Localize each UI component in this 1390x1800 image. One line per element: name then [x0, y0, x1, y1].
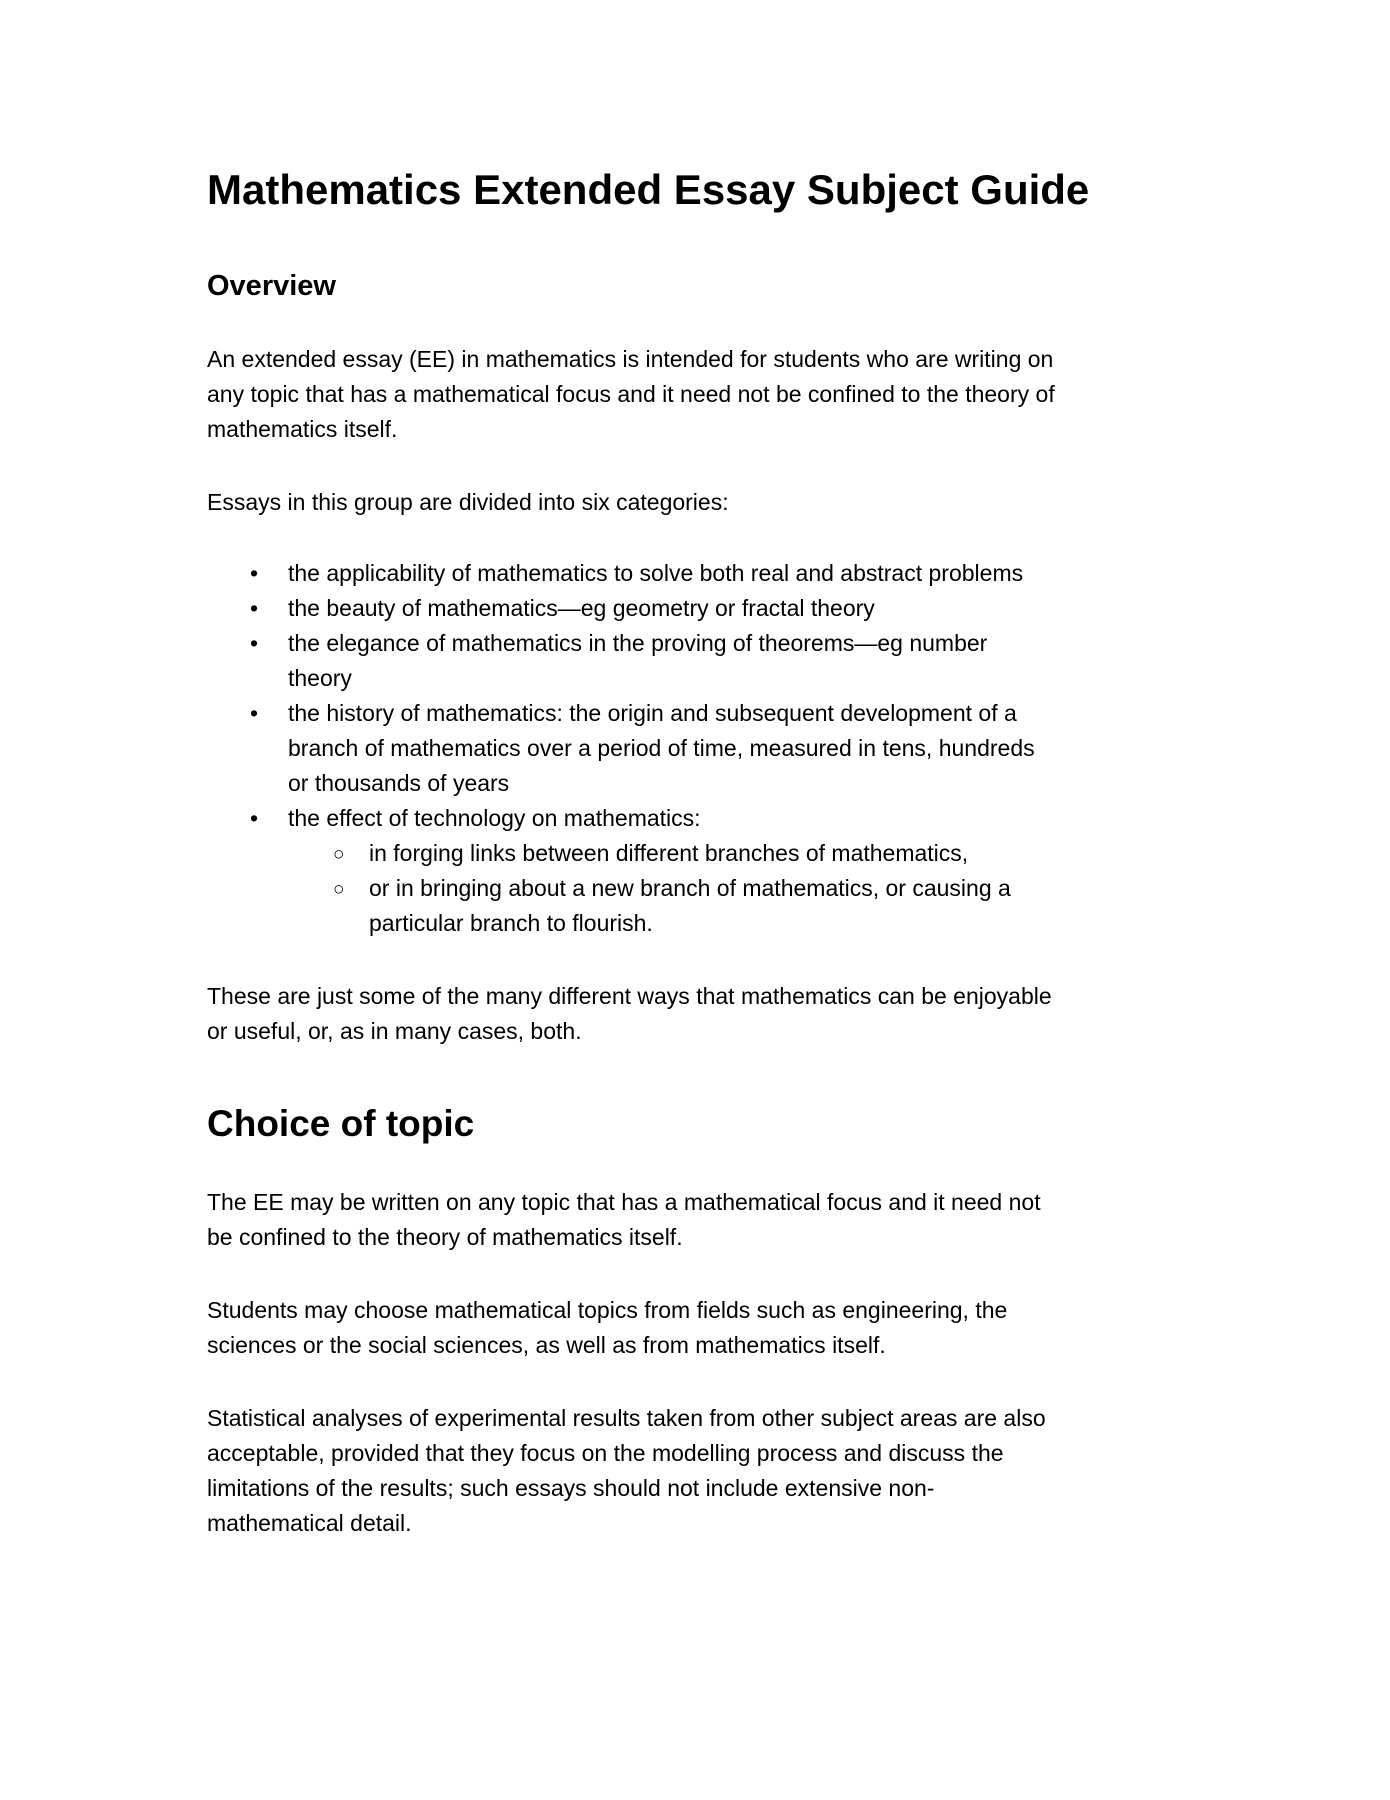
list-item	[207, 801, 1056, 941]
overview-paragraph-2: Essays in this group are divided into six categories:	[207, 489, 729, 515]
list-item	[207, 696, 1056, 801]
choice-paragraph-3: Statistical analyses of experimental results taken from other subject areas are also acceptable, provided that they focus on the modelling process and discuss the limitations of the results; such essays should not include extensive non-mathematical detail.	[207, 1405, 1046, 1536]
list-item	[207, 556, 1056, 591]
section-heading-overview: Overview	[207, 270, 336, 302]
list-item-text: the history of mathematics: the origin and subsequent development of a branch of mathematics over a period of time, measured in tens, hundreds or thousands of years	[288, 700, 1035, 796]
circle-bullet-icon: ○	[333, 844, 345, 865]
circle-bullet-icon: ○	[333, 879, 345, 900]
bullet-icon: •	[250, 805, 259, 831]
sub-category-list	[288, 836, 1056, 941]
overview-paragraph-3: These are just some of the many different ways that mathematics can be enjoyable or useful, or, as in many cases, both.	[207, 983, 1052, 1044]
overview-paragraph-1: An extended essay (EE) in mathematics is intended for students who are writing on any topic that has a mathematical focus and it need not be confined to the theory of mathematics itself.	[207, 346, 1055, 442]
page-title: Mathematics Extended Essay Subject Guide	[207, 166, 1090, 213]
list-item-text: the elegance of mathematics in the proving of theorems—eg number theory	[288, 630, 988, 691]
sub-list-item-text: or in bringing about a new branch of mathematics, or causing a particular branch to flourish.	[369, 875, 1011, 936]
bullet-icon: •	[250, 560, 259, 586]
category-list	[207, 556, 1056, 941]
sub-list-item	[288, 836, 1056, 871]
sub-list-item	[288, 871, 1056, 941]
bullet-icon: •	[250, 630, 259, 656]
list-item	[207, 591, 1056, 626]
list-item-text: the applicability of mathematics to solve both real and abstract problems	[288, 560, 1024, 586]
section-heading-choice-of-topic: Choice of topic	[207, 1103, 475, 1144]
list-item-text: the beauty of mathematics—eg geometry or fractal theory	[288, 595, 875, 621]
sub-list-item-text: in forging links between different branches of mathematics,	[369, 840, 969, 866]
bullet-icon: •	[250, 700, 259, 726]
bullet-icon: •	[250, 595, 259, 621]
list-item	[207, 626, 1056, 696]
choice-paragraph-1: The EE may be written on any topic that has a mathematical focus and it need not be confined to the theory of mathematics itself.	[207, 1189, 1041, 1250]
choice-paragraph-2: Students may choose mathematical topics from fields such as engineering, the sciences or the social sciences, as well as from mathematics itself.	[207, 1297, 1008, 1358]
list-item-text: the effect of technology on mathematics:	[288, 805, 701, 831]
